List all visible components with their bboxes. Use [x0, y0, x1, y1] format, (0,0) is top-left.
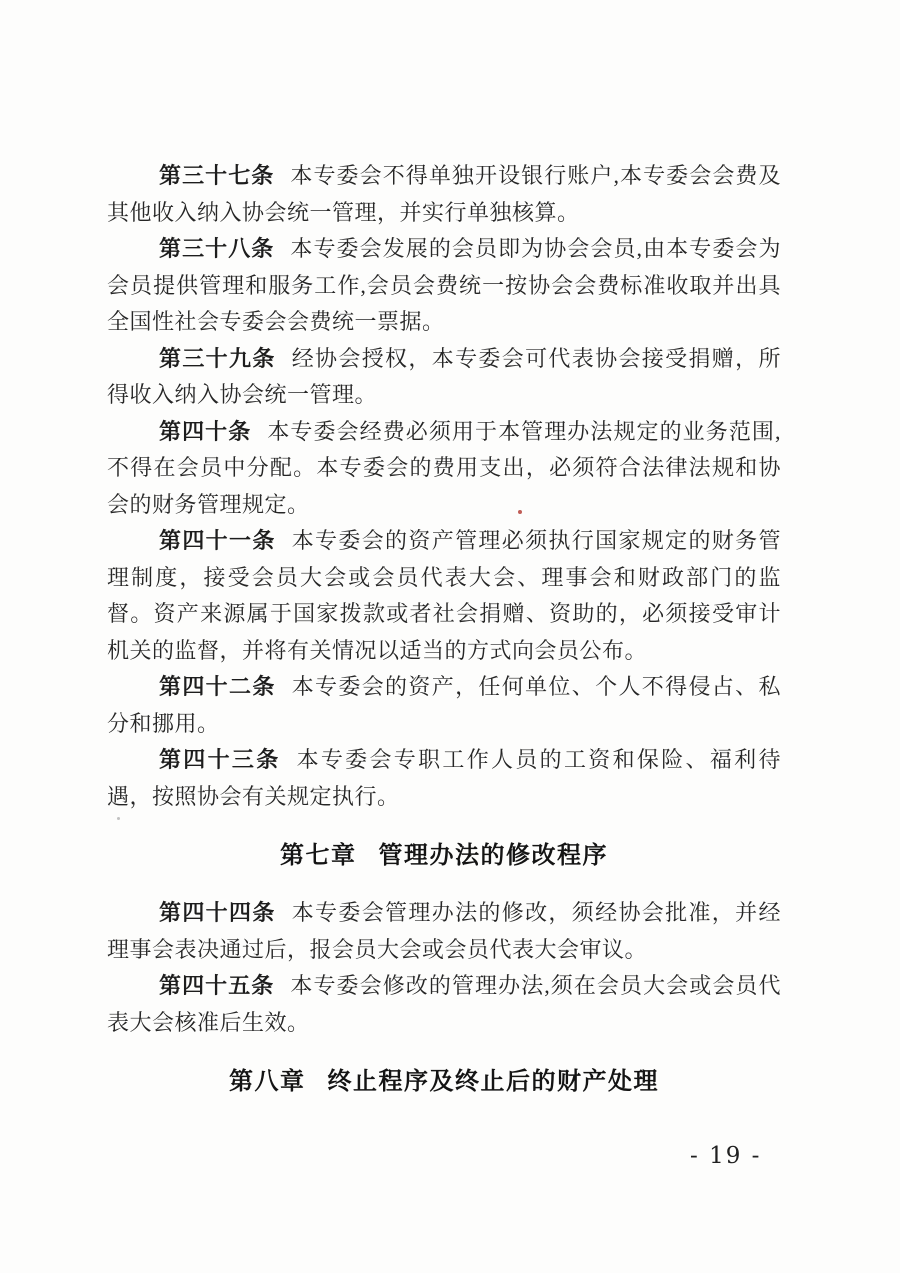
chapter-7-heading: [107, 841, 781, 871]
chapter-8-number: 第八章: [229, 1068, 306, 1095]
article-39: [107, 341, 781, 414]
article-43-number: 第四十三条: [159, 747, 281, 772]
article-43-text: 本专委会专职工作人员的工资和保险、福利待遇，按照协会有关规定执行。: [107, 747, 781, 809]
chapter-8-heading: [107, 1067, 781, 1097]
scan-speck-gray: [117, 817, 120, 820]
article-45-number: 第四十五条: [159, 973, 275, 998]
article-44-number: 第四十四条: [159, 900, 276, 925]
article-38-number: 第三十八条: [159, 236, 275, 261]
article-38-text: 本专委会发展的会员即为协会会员,由本专委会为会员提供管理和服务工作,会员会费统一按协会会费标准收取并出具全国性社会专委会会费统一票据。: [107, 236, 781, 334]
article-41: [107, 523, 781, 669]
article-37-text: 本专委会不得单独开设银行账户,本专委会会费及其他收入纳入协会统一管理，并实行单独核算。: [107, 163, 781, 225]
article-41-number: 第四十一条: [159, 528, 276, 553]
article-42-text: 本专委会的资产，任何单位、个人不得侵占、私分和挪用。: [107, 674, 781, 736]
article-42: [107, 669, 781, 742]
article-40: [107, 414, 781, 524]
chapter-8-title: 终止程序及终止后的财产处理: [327, 1068, 659, 1095]
article-45: [107, 968, 781, 1041]
chapter-7-number: 第七章: [280, 842, 357, 869]
article-42-number: 第四十二条: [159, 674, 276, 699]
article-39-text: 经协会授权，本专委会可代表协会接受捐赠，所得收入纳入协会统一管理。: [107, 345, 781, 407]
article-39-number: 第三十九条: [159, 345, 276, 371]
article-45-text: 本专委会修改的管理办法,须在会员大会或会员代表大会核准后生效。: [107, 973, 781, 1035]
article-40-text: 本专委会经费必须用于本管理办法规定的业务范围,不得在会员中分配。本专委会的费用支出，必须符合法律法规和协会的财务管理规定。: [107, 418, 781, 517]
document-body: [107, 158, 781, 1121]
article-37: [107, 158, 781, 231]
article-40-number: 第四十条: [159, 418, 252, 444]
article-43: [107, 742, 781, 815]
scan-speck-red: [518, 510, 522, 514]
article-37-number: 第三十七条: [159, 163, 275, 188]
article-41-text: 本专委会的资产管理必须执行国家规定的财务管理制度，接受会员大会或会员代表大会、理事会和财政部门的监督。资产来源属于国家拨款或者社会捐赠、资助的，必须接受审计机关的监督，并将有关情况以适当的方式向会员公布。: [107, 528, 781, 663]
page-number: - 19 -: [690, 1143, 762, 1169]
article-38: [107, 231, 781, 341]
chapter-7-title: 管理办法的修改程序: [378, 842, 608, 869]
article-44: [107, 895, 781, 968]
article-44-text: 本专委会管理办法的修改，须经协会批准，并经理事会表决通过后，报会员大会或会员代表大会审议。: [107, 900, 781, 962]
